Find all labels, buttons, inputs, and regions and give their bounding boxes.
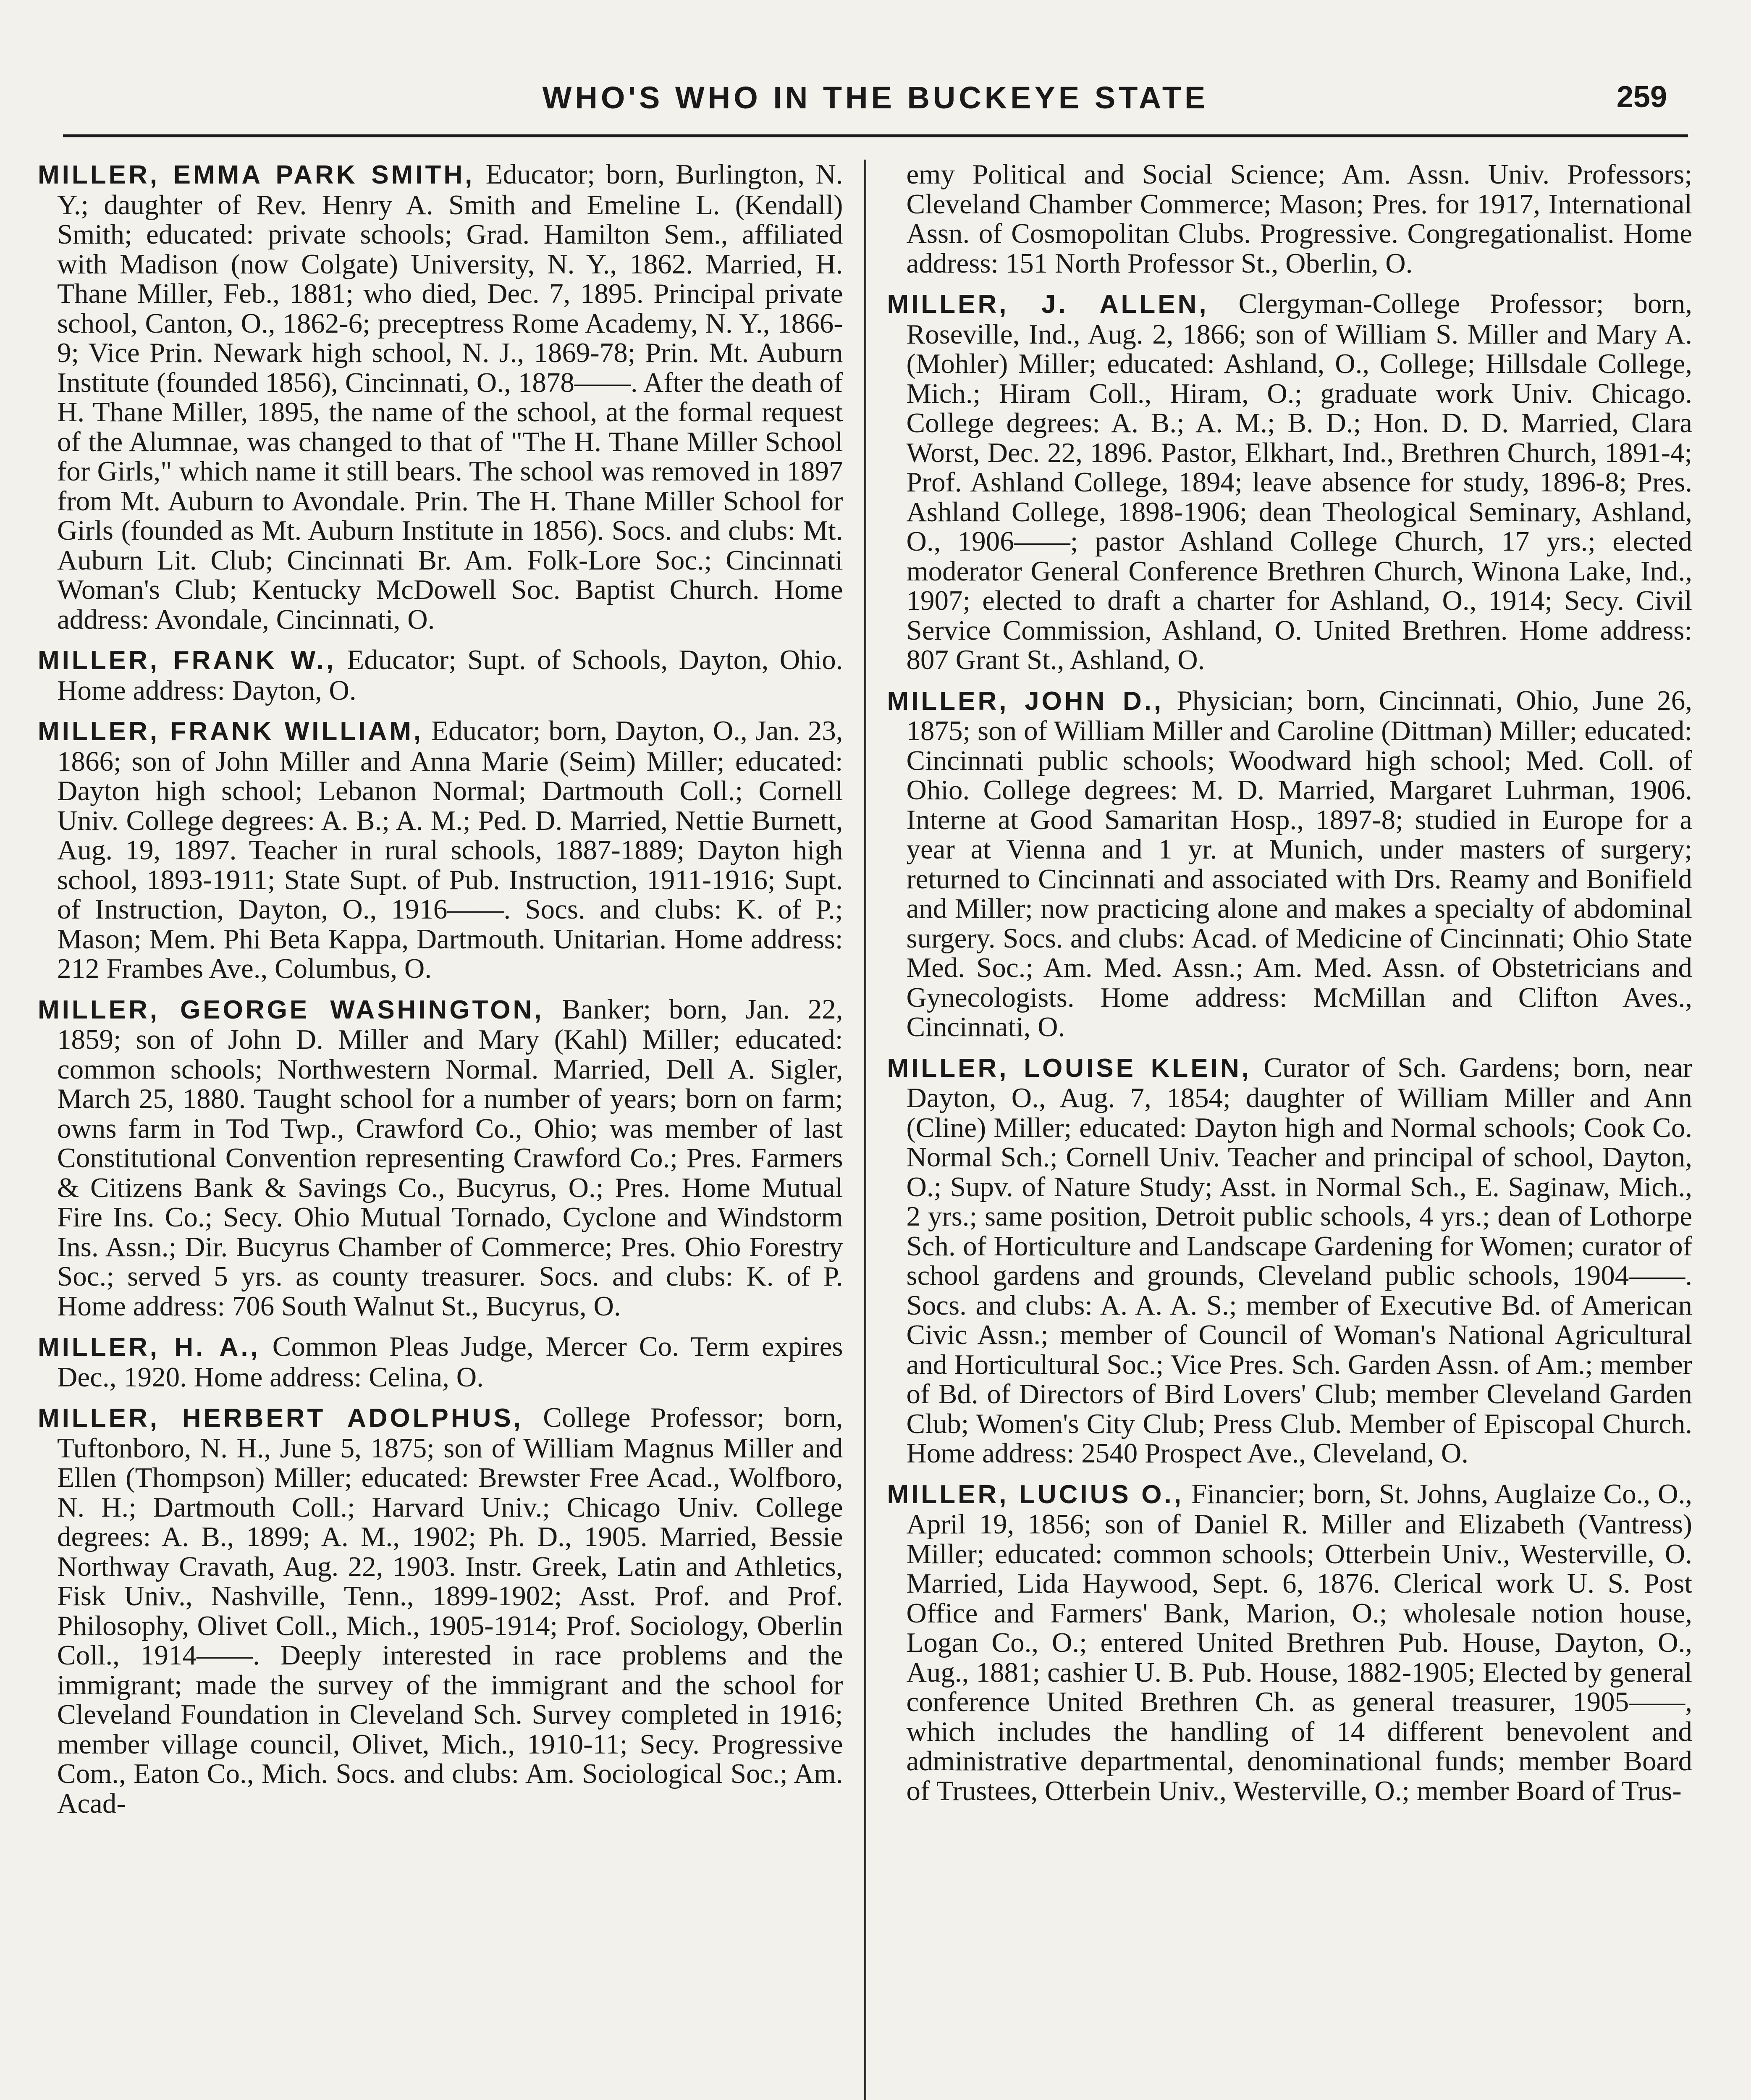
right-column (887, 160, 1693, 2100)
running-title: WHO'S WHO IN THE BUCKEYE STATE (542, 80, 1209, 115)
entry-name: MILLER, J. ALLEN, (887, 290, 1209, 319)
entry (38, 1403, 843, 1818)
entry-name: MILLER, JOHN D., (887, 686, 1164, 716)
entry-text: Common Pleas Judge, Mercer Co. Term expires Dec., 1920. Home address: Celina, O. (57, 1331, 843, 1393)
entry (887, 1479, 1693, 1806)
entry-text: College Professor; born, Tuftonboro, N. H., June 5, 1875; son of William Magnus Miller and Ellen (Thompson) Miller; educated: Brewster Free Acad., Wolfboro, N. H.; Dartmouth Coll.; Harvard Univ.; Chicago Univ. College degrees: A. B., 1899; A. M., 1902; Ph. D., 1905. Married, Bessie Northway Cravath, Aug. 22, 1903. Instr. Greek, Latin and Athletics, Fisk Univ., Nashville, Tenn., 1899-1902; Asst. Prof. and Prof. Philosophy, Olivet Coll., Mich., 1905-1914; Prof. Sociology, Oberlin Coll., 1914——. Deeply interested in race problems and the immigrant; made the survey of the immigrant and the school for Cleveland Foundation in Cleveland Sch. Survey completed in 1916; member village council, Olivet, Mich., 1910-11; Secy. Progressive Com., Eaton Co., Mich. Socs. and clubs: Am. Sociological Soc.; Am. Acad- (57, 1402, 843, 1819)
columns (38, 160, 1692, 2100)
left-column (38, 160, 843, 2100)
entry (38, 645, 843, 705)
entry-text: Curator of Sch. Gardens; born, near Dayton, O., Aug. 7, 1854; daughter of William Miller and Ann (Cline) Miller; educated: Dayton high and Normal schools; Cook Co. Normal Sch.; Cornell Univ. Teacher and principal of school, Dayton, O.; Supv. of Nature Study; Asst. in Normal Sch., E. Saginaw, Mich., 2 yrs.; same position, Detroit public schools, 4 yrs.; dean of Lothorpe Sch. of Horticulture and Landscape Gardening for Women; curator of school gardens and grounds, Cleveland public schools, 1904——. Socs. and clubs: A. A. A. S.; member of Executive Bd. of American Civic Assn.; member of Council of Woman's National Agricultural and Horticultural Soc.; Vice Pres. Sch. Garden Assn. of Am.; member of Bd. of Directors of Bird Lovers' Club; member Cleveland Garden Club; Women's City Club; Press Club. Member of Episcopal Church. Home address: 2540 Prospect Ave., Cleveland, O. (906, 1052, 1692, 1469)
entry (38, 160, 843, 634)
entry (38, 716, 843, 984)
entry-text: Clergyman-College Professor; born, Roseville, Ind., Aug. 2, 1866; son of William S. Miller and Mary A. (Mohler) Miller; educated: Ashland, O., College; Hillsdale College, Mich.; Hiram Coll., Hiram, O.; graduate work Univ. Chicago. College degrees: A. B.; A. M.; B. D.; Hon. D. D. Married, Clara Worst, Dec. 22, 1896. Pastor, Elkhart, Ind., Brethren Church, 1891-4; Prof. Ashland College, 1894; leave absence for study, 1896-8; Pres. Ashland College, 1898-1906; dean Theological Seminary, Ashland, O., 1906——; pastor Ashland College Church, 17 yrs.; elected moderator General Conference Brethren Church, Winona Lake, Ind., 1907; elected to draft a charter for Ashland, O., 1914; Secy. Civil Service Commission, Ashland, O. United Brethren. Home address: 807 Grant St., Ashland, O. (906, 288, 1692, 675)
entry-text: Physician; born, Cincinnati, Ohio, June 26, 1875; son of William Miller and Caroline (Dittman) Miller; educated: Cincinnati public schools; Woodward high school; Med. Coll. of Ohio. College degrees: M. D. Married, Margaret Luhrman, 1906. Interne at Good Samaritan Hosp., 1897-8; studied in Europe for a year at Vienna and 1 yr. at Munich, under masters of surgery; returned to Cincinnati and associated with Drs. Reamy and Bonifield and Miller; now practicing alone and makes a specialty of abdominal surgery. Socs. and clubs: Acad. of Medicine of Cincinnati; Ohio State Med. Soc.; Am. Med. Assn.; Am. Med. Assn. of Obstetricians and Gynecologists. Home address: McMillan and Clifton Aves., Cincinnati, O. (906, 685, 1692, 1042)
entry (887, 289, 1693, 675)
entry-name: MILLER, LUCIUS O., (887, 1480, 1184, 1509)
page-header (63, 71, 1688, 134)
entry (887, 1053, 1693, 1468)
entry (38, 995, 843, 1321)
entry-continuation: emy Political and Social Science; Am. Assn. Univ. Professors; Cleveland Chamber Commerce; Mason; Pres. for 1917, International Assn. of Cosmopolitan Clubs. Progressive. Congregationalist. Home address: 151 North Professor St., Oberlin, O. (906, 160, 1692, 279)
entry-name: MILLER, LOUISE KLEIN, (887, 1053, 1251, 1083)
entry (38, 1332, 843, 1392)
entry-text: Educator; Supt. of Schools, Dayton, Ohio. Home address: Dayton, O. (57, 644, 843, 706)
entry-name: MILLER, H. A., (38, 1333, 260, 1362)
entry-name: MILLER, GEORGE WASHINGTON, (38, 995, 544, 1024)
entry-name: MILLER, HERBERT ADOLPHUS, (38, 1404, 523, 1433)
column-divider (864, 160, 866, 2100)
page-number: 259 (1616, 80, 1667, 114)
entry-text: Banker; born, Jan. 22, 1859; son of John D. Miller and Mary (Kahl) Miller; educated: common schools; Northwestern Normal. Married, Dell A. Sigler, March 25, 1880. Taught school for a number of years; born on farm; owns farm in Tod Twp., Crawford Co., Ohio; was member of last Constitutional Convention representing Crawford Co.; Pres. Farmers & Citizens Bank & Savings Co., Bucyrus, O.; Pres. Home Mutual Fire Ins. Co.; Secy. Ohio Mutual Tornado, Cyclone and Windstorm Ins. Assn.; Dir. Bucyrus Chamber of Commerce; Pres. Ohio Forestry Soc.; served 5 yrs. as county treasurer. Socs. and clubs: K. of P. Home address: 706 South Walnut St., Bucyrus, O. (57, 993, 843, 1322)
entry-text: Educator; born, Dayton, O., Jan. 23, 1866; son of John Miller and Anna Marie (Seim) Miller; educated: Dayton high school; Lebanon Normal; Dartmouth Coll.; Cornell Univ. College degrees: A. B.; A. M.; Ped. D. Married, Nettie Burnett, Aug. 19, 1897. Teacher in rural schools, 1887-1889; Dayton high school, 1893-1911; State Supt. of Pub. Instruction, 1911-1916; Supt. of Instruction, Dayton, O., 1916——. Socs. and clubs: K. of P.; Mason; Mem. Phi Beta Kappa, Dartmouth. Unitarian. Home address: 212 Frambes Ave., Columbus, O. (57, 715, 843, 984)
header-rule (63, 134, 1688, 137)
entry-name: MILLER, FRANK WILLIAM, (38, 717, 424, 746)
entry-text: Educator; born, Burlington, N. Y.; daughter of Rev. Henry A. Smith and Emeline L. (Kendall) Smith; educated: private schools; Grad. Hamilton Sem., affiliated with Madison (now Colgate) University, N. Y., 1862. Married, H. Thane Miller, Feb., 1881; who died, Dec. 7, 1895. Principal private school, Canton, O., 1862-6; preceptress Rome Academy, N. Y., 1866-9; Vice Prin. Newark high school, N. J., 1869-78; Prin. Mt. Auburn Institute (founded 1856), Cincinnati, O., 1878——. After the death of H. Thane Miller, 1895, the name of the school, at the formal request of the Alumnae, was changed to that of "The H. Thane Miller School for Girls," which name it still bears. The school was removed in 1897 from Mt. Auburn to Avondale. Prin. The H. Thane Miller School for Girls (founded as Mt. Auburn Institute in 1856). Socs. and clubs: Mt. Auburn Lit. Club; Cincinnati Br. Am. Folk-Lore Soc.; Cincinnati Woman's Club; Kentucky McDowell Soc. Baptist Church. Home address: Avondale, Cincinnati, O. (57, 160, 843, 635)
entry-name: MILLER, FRANK W., (38, 646, 336, 675)
entry-text: Financier; born, St. Johns, Auglaize Co., O., April 19, 1856; son of Daniel R. Miller and Elizabeth (Vantress) Miller; educated: common schools; Otterbein Univ., Westerville, O. Married, Lida Haywood, Sept. 6, 1876. Clerical work U. S. Post Office and Farmers' Bank, Marion, O.; wholesale notion house, Logan Co., O.; entered United Brethren Pub. House, Dayton, O., Aug., 1881; cashier U. B. Pub. House, 1882-1905; Elected by general conference United Brethren Ch. as general treasurer, 1905——, which includes the handling of 14 different benevolent and administrative departmental, denominational funds; member Board of Trustees, Otterbein Univ., Westerville, O.; member Board of Trus- (906, 1478, 1692, 1806)
entry-name: MILLER, EMMA PARK SMITH, (38, 160, 475, 189)
entry (887, 686, 1693, 1042)
